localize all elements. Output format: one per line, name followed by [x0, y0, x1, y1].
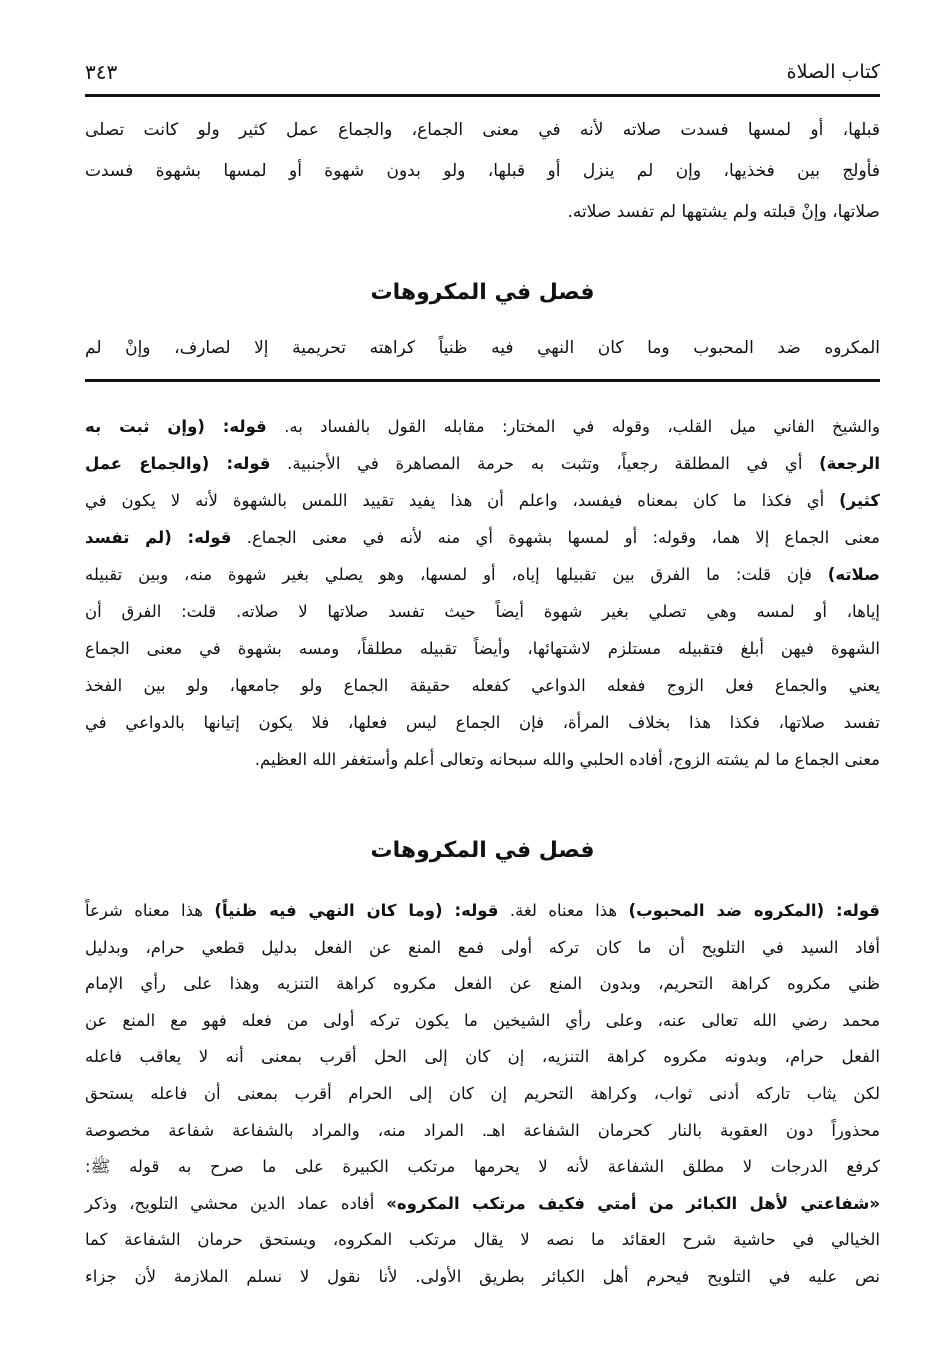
text-line: [85, 1259, 880, 1296]
text-segment: يعني والجماع فعل الزوج ففعله الدواعي كفعله حقيقة الجماع ولو جامعها، ولو بين الفخذ: [85, 676, 880, 695]
running-header: [85, 52, 880, 92]
bold-quote-segment: قوله: (والجماع عمل: [85, 454, 271, 473]
text-segment: أي في المطلقة رجعياً، وتثبت به حرمة المصاهرة في الأجنبية.: [270, 454, 820, 473]
text-segment: تفسد صلاتها، فكذا هذا بخلاف المرأة، فإن الجماع ليس فعلها، فلا يكون إتيانها بالدواعي في: [85, 713, 880, 732]
text-line: [85, 667, 880, 704]
text-line: [85, 1149, 880, 1186]
text-segment: ظني مكروه كراهة التحريم، وبدون المنع عن الفعل مكروه كراهة التنزيه وهذا على رأي الإمام: [85, 974, 880, 994]
text-segment: الفعل حرام، وبدونه مكروه كراهة التنزيه، إن كان إلى الحل أقرب بمعنى أنه لا يعاقب فاعله: [85, 1047, 880, 1067]
bold-quote-segment: قوله: (وما كان النهي فيه ظنياً): [214, 901, 499, 920]
section-heading: فصل في المكروهات: [370, 280, 595, 305]
text-line: [85, 110, 880, 151]
text-line: [85, 408, 880, 445]
section-heading: فصل في المكروهات: [370, 838, 595, 863]
text-line: [85, 893, 880, 930]
text-segment: المكروه ضد المحبوب وما كان النهي فيه ظنياً كراهته تحريمية إلا لصارف، وإنْ لم: [85, 338, 880, 358]
commentary-paragraph: [85, 408, 880, 778]
chapter-title: كتاب الصلاة: [786, 61, 880, 83]
text-line: [85, 519, 880, 556]
text-line: [85, 1039, 880, 1076]
text-segment: الشهوة فيهن أبلغ فتقبيله مستلزم لاشتهائها، وأيضاً تقبيله مطلقاً، ومسه بشهوة في معنى الجماع: [85, 639, 880, 658]
text-segment: فإن قلت: ما الفرق بين تقبيلها إياه، أو لمسها، وهو يصلي بغير شهوة منه، وبين تقبيله: [85, 565, 828, 584]
footnote-divider: [85, 379, 880, 382]
text-line: [85, 1003, 880, 1040]
text-segment: محذوراً دون العقوبة بالنار كحرمان الشفاعة اهـ. المراد منه، والمراد بالشفاعة شفاعة مخصوصة: [85, 1120, 880, 1140]
main-text-paragraph: [85, 110, 880, 233]
bold-quote-segment: الرجعة): [819, 454, 880, 473]
text-line: [85, 930, 880, 967]
text-segment: معنى الجماع إلا هما، وقوله: أو لمسها بشهوة أي منه لأنه في معنى الجماع.: [231, 528, 880, 547]
bold-quote-segment: قوله: (المكروه ضد المحبوب): [628, 901, 880, 920]
text-line: [85, 741, 880, 778]
text-line: [85, 151, 880, 192]
text-segment: معنى الجماع ما لم يشته الزوج، أفاده الحلبي والله سبحانه وتعالى أعلم وأستغفر الله العظيم.: [254, 750, 880, 769]
header-divider: [85, 94, 880, 97]
text-line: [85, 1222, 880, 1259]
text-segment: نص عليه في التلويح فيحرم أهل الكبائر بطريق الأولى. لأنا نقول لا نسلم الملازمة لأن جزاء: [85, 1266, 880, 1286]
text-line: [85, 1076, 880, 1113]
text-segment: محمد رضي الله تعالى عنه، وعلى رأي الشيخين ما يكون تركه أولى من فعله فهو مع المنع عن: [85, 1010, 880, 1030]
text-segment: أفاده عماد الدين محشي التلويح، وذكر: [85, 1193, 387, 1213]
bold-quote-segment: صلاته): [827, 565, 880, 584]
text-segment: أفاد السيد في التلويح أن ما كان تركه أولى فمع المنع عن الفعل بدليل قطعي حرام، وبدليل: [85, 937, 880, 957]
matn-text: [85, 330, 880, 367]
text-segment: هذا معناه شرعاً: [85, 901, 215, 920]
page-number: ٣٤٣: [85, 60, 118, 84]
text-line: [85, 192, 880, 233]
commentary-paragraph: [85, 893, 880, 1296]
text-segment: قبلها، أو لمسها فسدت صلاته لأنه في معنى الجماع، والجماع عمل كثير ولو كانت تصلى: [85, 120, 880, 140]
text-line: [85, 630, 880, 667]
text-line: [85, 1186, 880, 1223]
text-segment: لكن يثاب تاركه أدنى ثواب، وكراهة التحريم إن كان إلى الحرام أقرب بمعنى أن فاعله يستحق: [85, 1083, 880, 1103]
text-line: [85, 482, 880, 519]
text-segment: هذا معناه لغة.: [498, 901, 629, 920]
text-line: [85, 966, 880, 1003]
text-line: [85, 556, 880, 593]
bold-quote-segment: كثير): [839, 491, 880, 510]
text-line: [85, 704, 880, 741]
bold-quote-segment: قوله: (لم تفسد: [85, 528, 232, 547]
text-segment: والشيخ الفاني ميل القلب، وقوله في المختار: مقابله القول بالفساد به.: [266, 417, 880, 436]
text-segment: الخيالي في حاشية شرح العقائد ما نصه لا يقال مرتكب المكروه، ويستحق حرمان الشفاعة كما: [85, 1230, 880, 1250]
bold-quote-segment: «شفاعتي لأهل الكبائر من أمتي فكيف مرتكب المكروه»: [386, 1193, 880, 1213]
text-segment: فأولج بين فخذيها، وإن لم ينزل أو قبلها، ولو بدون شهوة أو لمسها بشهوة فسدت: [85, 161, 880, 181]
text-line: [85, 445, 880, 482]
bold-quote-segment: قوله: (وإن ثبت به: [85, 417, 267, 436]
text-segment: كرفع الدرجات لا مطلق الشفاعة لأنه لا يحرمها مرتكب الكبيرة على ما صرح به قوله ﷺ:: [85, 1157, 880, 1177]
text-segment: صلاتها، وإنْ قبلته ولم يشتهها لم تفسد صلاته.: [567, 202, 880, 222]
text-segment: إياها، أو لمسه وهي تصلي بغير شهوة أيضاً حيث تفسد صلاتها لا صلاته. قلت: الفرق أن: [85, 602, 880, 621]
text-line: [85, 593, 880, 630]
text-line: [85, 1113, 880, 1150]
text-line: [85, 330, 880, 367]
text-segment: أي فكذا ما كان بمعناه فيفسد، واعلم أن هذا يفيد تقييد اللمس بالشهوة لأنه لا يكون في: [85, 491, 840, 510]
